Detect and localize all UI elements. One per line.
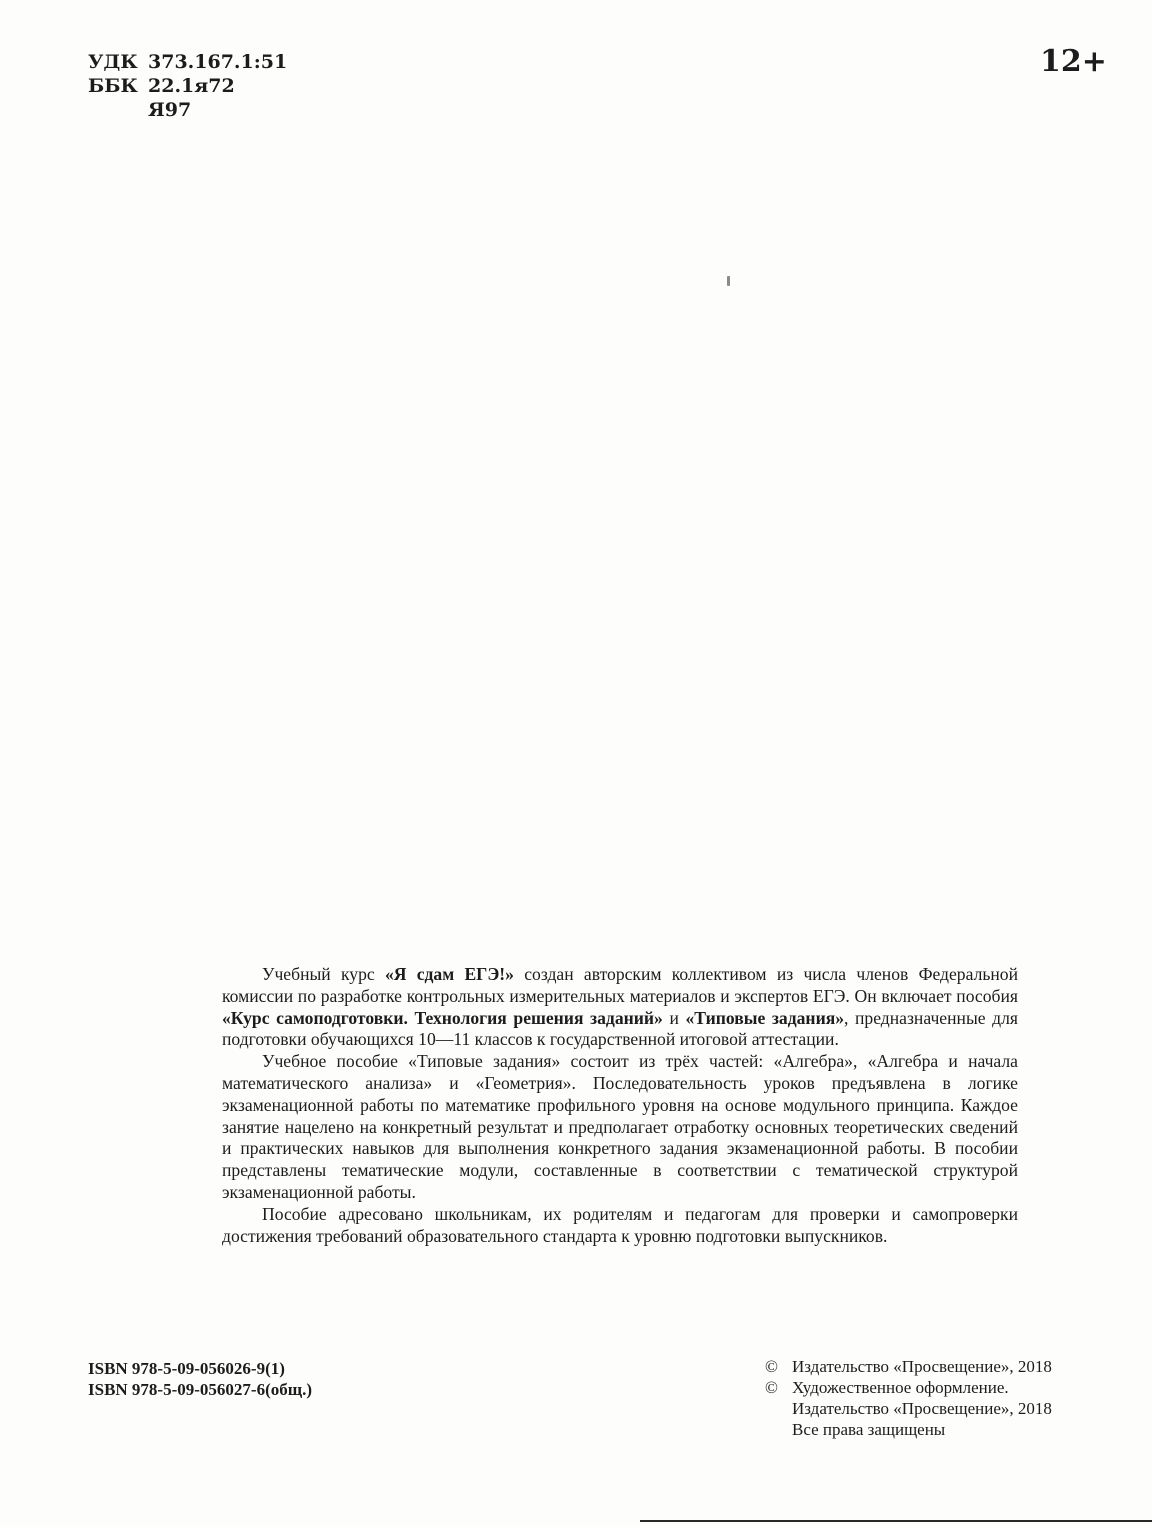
annotation-p1-text-1: Учебный курс: [262, 964, 385, 984]
annotation-block: [222, 964, 1018, 1247]
self-study-title: «Курс самоподготовки. Технология решения заданий»: [222, 1007, 663, 1028]
udk-label: УДК: [88, 51, 138, 73]
annotation-p1-text-2: создан авторским коллективом из числа членов Федеральной комиссии по разработке контрольных измерительных материалов и экспертов ЕГЭ. Он включает пособия: [222, 964, 1019, 1006]
bbk-row: [88, 74, 287, 98]
bottom-rule: [640, 1520, 1152, 1522]
author-mark-row: [88, 98, 287, 122]
annotation-p1-text-4: , предназначенные для подготовки обучающихся 10—11 классов к государственной итоговой аттестации.: [222, 1007, 1019, 1050]
author-mark-value: Я97: [148, 99, 192, 121]
isbn-line-1: ISBN 978-5-09-056026-9(1): [88, 1359, 285, 1378]
typical-tasks-title: «Типовые задания»: [685, 1007, 845, 1028]
copyright-art-design: Художественное оформление.: [792, 1378, 1009, 1397]
annotation-paragraph-2: Учебное пособие «Типовые задания» состоит из трёх частей: «Алгебра», «Алгебра и начала математического анализа» и «Геометрия». Последовательность уроков предъявлена в логике экзаменационной работы по математике профильного уровня на основе модульного принципа. Каждое занятие нацелено на конкретный результат и предполагает отработку основных теоретических сведений и практических навыков для выполнения конкретного задания экзаменационной работы. В пособии представлены тематические модули, составленные в соответствии с тематической структурой экзаменационной работы.: [222, 1051, 1018, 1202]
age-rating: 12+: [1040, 44, 1107, 79]
copyright-line-3: Издательство «Просвещение», 2018: [792, 1399, 1052, 1418]
copyright-block: [765, 1356, 1052, 1440]
udk-value: 373.167.1:51: [148, 51, 288, 73]
course-title: «Я сдам ЕГЭ!»: [384, 964, 514, 984]
bbk-value: 22.1я72: [148, 75, 235, 97]
copyright-symbol-2: ©: [765, 1378, 778, 1397]
classification-block: [88, 50, 287, 122]
copyright-line-2: [765, 1377, 1052, 1398]
copyright-publisher-1: Издательство «Просвещение», 2018: [792, 1357, 1052, 1376]
copyright-line-4: Все права защищены: [792, 1420, 946, 1439]
udk-row: [88, 50, 287, 74]
isbn-line-2: ISBN 978-5-09-056027-6(общ.): [88, 1380, 313, 1399]
copyright-line-1: [765, 1356, 1052, 1377]
bbk-label: ББК: [88, 75, 138, 97]
isbn-block: [88, 1358, 312, 1400]
scan-speck: [727, 276, 730, 286]
annotation-paragraph-1: [222, 964, 1018, 1051]
annotation-p1-text-3: и: [662, 1007, 686, 1028]
copyright-symbol-1: ©: [765, 1357, 778, 1376]
annotation-paragraph-3: Пособие адресовано школьникам, их родителям и педагогам для проверки и самопроверки достижения требований образовательного стандарта к уровню подготовки выпускников.: [222, 1203, 1018, 1246]
